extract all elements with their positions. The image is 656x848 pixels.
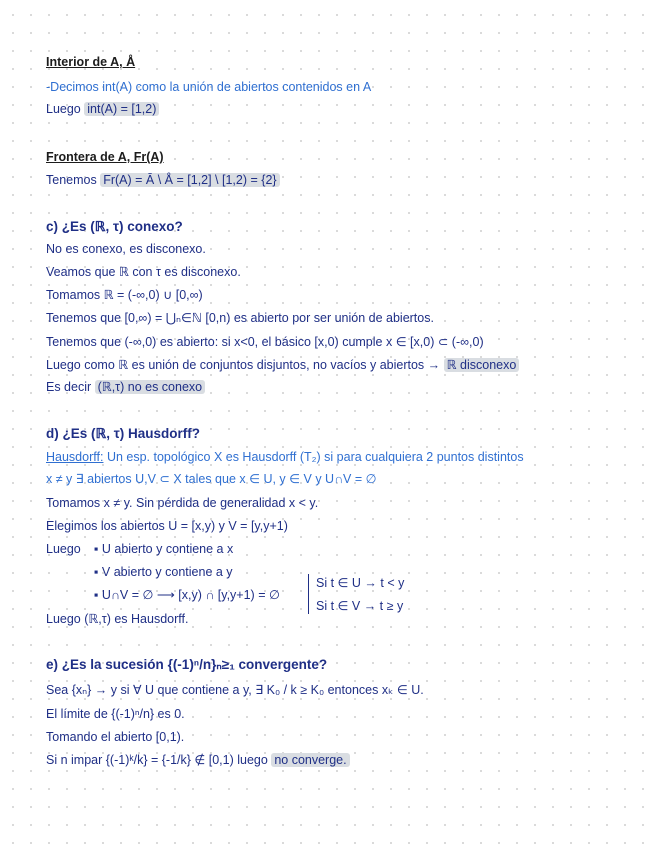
interior-definition: -Decimos int(A) como la unión de abiertos contenidos en A <box>46 80 372 94</box>
bullet-3: ▪ U∩V = ∅ ⟶ [x,y) ∩ [y,y+1) = ∅ <box>94 588 280 602</box>
section-c-line-6 <box>46 357 519 373</box>
interior-result-line <box>46 101 159 117</box>
frontera-line <box>46 172 280 188</box>
section-d-line-2: Elegimos los abiertos U = [x,y) y V = [y,y+1) <box>46 519 288 533</box>
hausdorff-term: Hausdorff: <box>46 450 104 464</box>
section-d-heading: d) ¿Es (ℝ, τ) Hausdorff? <box>46 426 200 441</box>
section-e-line-4-text: Si n impar {(-1)ᵏ/k} = {-1/k} ∉ [0,1) luego <box>46 753 268 767</box>
section-c-line-5: Tenemos que (-∞,0) es abierto: si x<0, el básico [x,0) cumple x ∈ [x,0) ⊂ (-∞,0) <box>46 335 484 349</box>
section-c-line-1: No es conexo, es disconexo. <box>46 242 206 256</box>
section-c-final: (ℝ,τ) no es conexo <box>95 380 205 394</box>
section-e-heading-prefix: e) ¿Es la sucesión <box>46 657 164 672</box>
section-e-sequence: {(-1)ⁿ/n}ₙ≥₁ <box>167 657 235 672</box>
frontera-result: Fr(A) = Ā \ Å = [1,2] \ [1,2) = {2} <box>100 173 279 187</box>
section-c-line-7 <box>46 379 205 395</box>
frontera-prefix: Tenemos <box>46 173 97 187</box>
section-c-line-3: Tomamos ℝ = (-∞,0) ∪ [0,∞) <box>46 288 203 302</box>
case-2: Si t ∈ V → t ≥ y <box>316 599 404 613</box>
section-c-conclusion: ℝ disconexo <box>444 358 520 372</box>
section-c-line-4: Tenemos que [0,∞) = ⋃ₙ∈ℕ [0,n) es abierto por ser unión de abiertos. <box>46 311 434 325</box>
section-c-line-6-text: Luego como ℝ es unión de conjuntos disjuntos, no vacíos y abiertos → <box>46 358 441 372</box>
section-c-heading: c) ¿Es (ℝ, τ) conexo? <box>46 219 183 234</box>
section-e-line-1: Sea {xₙ} → y si ∀ U que contiene a y, ∃ K₀ / k ≥ K₀ entonces xₖ ∈ U. <box>46 683 424 697</box>
section-e-line-4 <box>46 752 350 768</box>
interior-result: int(A) = [1,2) <box>84 102 159 116</box>
interior-title: Interior de A, Å <box>46 55 136 69</box>
section-c-line-2: Veamos que ℝ con τ es disconexo. <box>46 265 241 279</box>
section-d-conclusion: Luego (ℝ,τ) es Hausdorff. <box>46 612 189 626</box>
section-d-line-1: Tomamos x ≠ y. Sin pérdida de generalidad x < y. <box>46 496 319 510</box>
section-e-conclusion: no converge. <box>271 753 349 767</box>
bullet-1: ▪ U abierto y contiene a x <box>94 542 234 556</box>
section-d-luego: Luego <box>46 542 81 556</box>
section-c-line-7-text: Es decir <box>46 380 92 394</box>
bullet-2: ▪ V abierto y contiene a y <box>94 565 233 579</box>
frontera-title: Frontera de A, Fr(A) <box>46 150 164 164</box>
section-e-line-3: Tomando el abierto [0,1). <box>46 730 185 744</box>
section-e-line-2: El límite de {(-1)ⁿ/n} es 0. <box>46 707 185 721</box>
case-bracket <box>308 574 309 614</box>
interior-result-prefix: Luego <box>46 102 81 116</box>
section-e-heading-suffix: convergente? <box>238 657 328 672</box>
hausdorff-definition-1 <box>46 449 524 465</box>
hausdorff-definition-2: x ≠ y ∃ abiertos U,V ⊂ X tales que x ∈ U, y ∈ V y U∩V = ∅ <box>46 472 377 486</box>
section-e-heading <box>46 657 327 673</box>
hausdorff-definition-text: Un esp. topológico X es Hausdorff (T₂) si para cualquiera 2 puntos distintos <box>106 450 524 464</box>
case-1: Si t ∈ U → t < y <box>316 576 405 590</box>
